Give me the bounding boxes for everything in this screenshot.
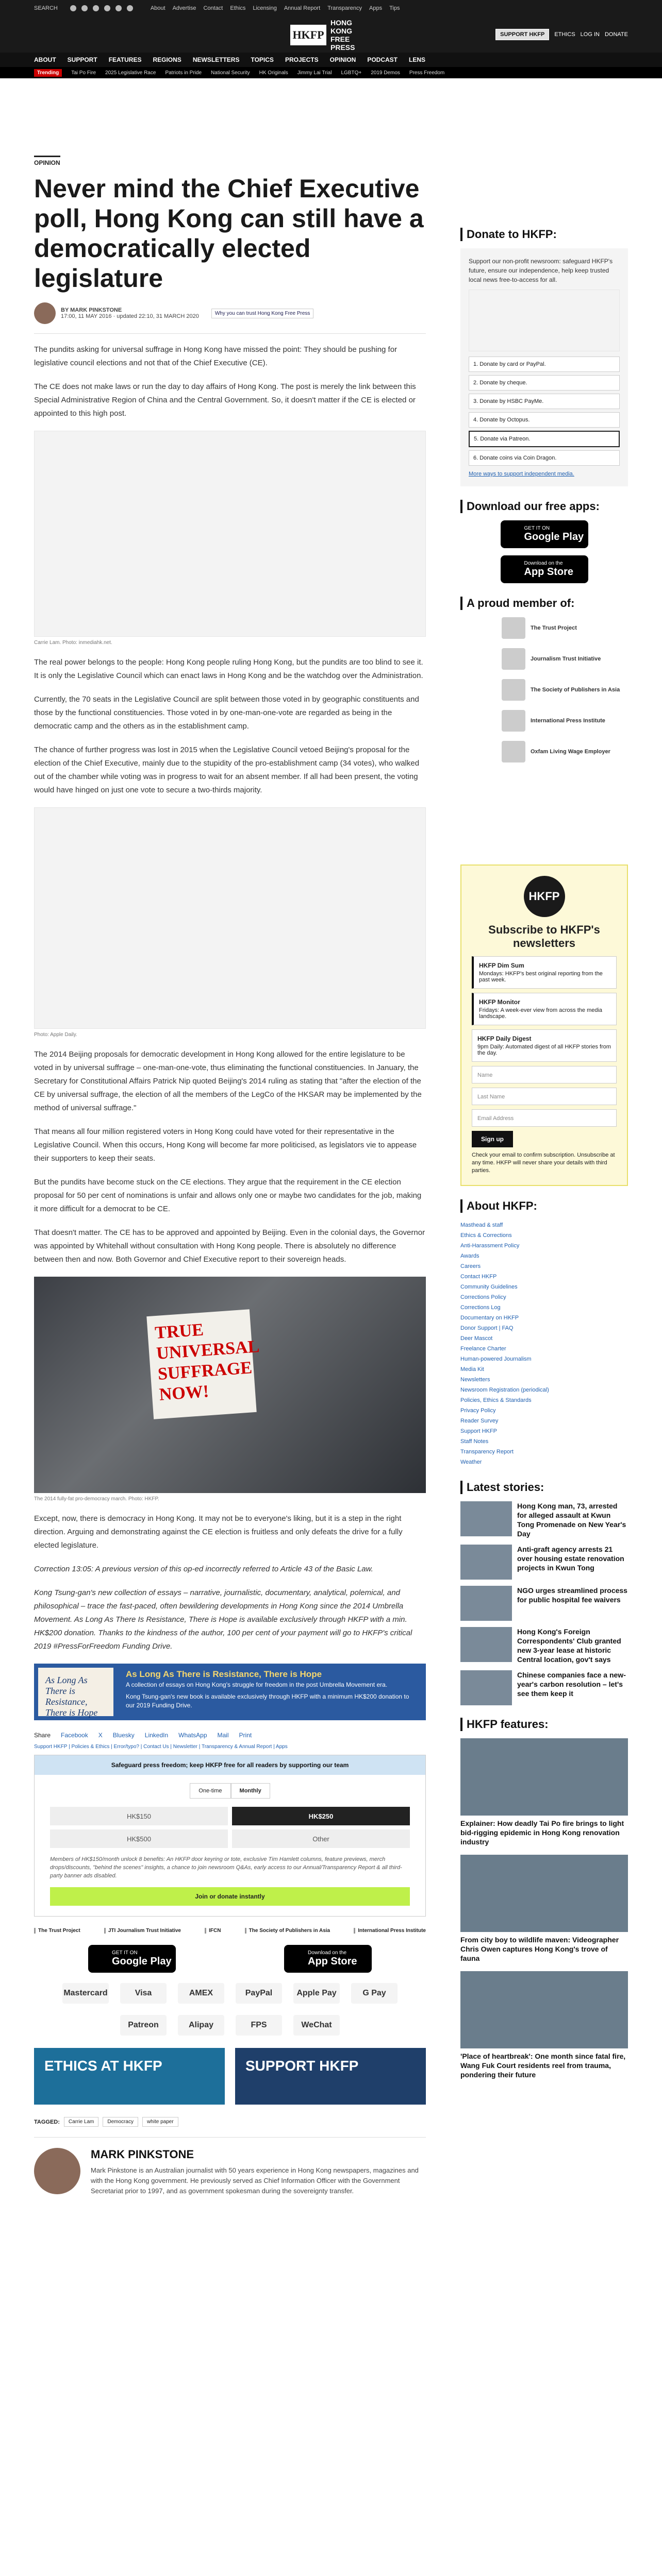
story-item[interactable]: [460, 1501, 628, 1538]
join-button[interactable]: Join or donate instantly: [50, 1887, 410, 1906]
protest-sign: TRUE UNIVERSAL SUFFRAGE NOW!: [146, 1309, 256, 1419]
top-link[interactable]: Contact: [203, 5, 223, 11]
google-play-button[interactable]: [88, 1945, 176, 1973]
about-link[interactable]: Careers: [460, 1263, 481, 1269]
donate-option[interactable]: 4. Donate by Octopus.: [469, 412, 620, 428]
image-caption: Carrie Lam. Photo: inmediahk.net.: [34, 640, 112, 646]
trust-link[interactable]: Why you can trust Hong Kong Free Press: [211, 309, 314, 318]
payment-methods: [34, 1983, 426, 2036]
donate-option[interactable]: 5. Donate via Patreon.: [469, 431, 620, 447]
donate-option[interactable]: 2. Donate by cheque.: [469, 375, 620, 391]
feature-item[interactable]: [460, 1971, 628, 2079]
correction-note: Correction 13:05: A previous version of this op-ed incorrectly referred to Article 43 of the Basic Law.: [34, 1565, 373, 1573]
donate-link[interactable]: DONATE: [604, 31, 628, 38]
feature-title: From city boy to wildlife maven: Videographer Chris Owen captures Hong Kong's trove of fauna: [460, 1936, 619, 1962]
top-link[interactable]: Transparency: [327, 5, 362, 11]
paragraph: But the pundits have become stuck on the CE elections. They argue that the requirement in the CE election proposal for 50 per cent of nominations is unfair and allows only one or maybe two candidates for the job, making it more difficult for a democrat to be CE.: [34, 1178, 422, 1213]
protest-photo: [34, 1277, 426, 1493]
last-name-input[interactable]: Last Name: [472, 1088, 617, 1105]
top-link[interactable]: About: [150, 5, 166, 11]
feature-title: Explainer: How deadly Tai Po fire brings to light bid-rigging epidemic in Hong Kong renovation industry: [460, 1819, 624, 1846]
promo-description: Kong Tsung-gan's new book is available exclusively through HKFP with a minimum HK$200 donation to our 2019 Funding Drive.: [125, 1693, 409, 1709]
story-thumb: [460, 1501, 512, 1536]
about-link[interactable]: Corrections Policy: [460, 1294, 506, 1300]
trending-item[interactable]: Tai Po Fire: [71, 70, 96, 76]
facebook-icon[interactable]: [70, 5, 76, 11]
about-link[interactable]: Anti-Harassment Policy: [460, 1243, 520, 1249]
paragraph: The CE does not make laws or run the day to day affairs of Hong Kong. The post is merely the link between this Special Administrative Region of China and the Central Government. So, it doesn't matter if the CE is elected or appointed to this high post.: [34, 382, 416, 418]
wechat-icon: WeChat: [293, 2015, 340, 2036]
donate-box: [460, 248, 628, 486]
jti-logo: [502, 648, 525, 670]
about-link[interactable]: Human-powered Journalism: [460, 1356, 532, 1362]
store-caption: GET IT ON: [112, 1950, 138, 1956]
paragraph: Except, now, there is democracy in Hong Kong. It may not be to everyone's liking, but it is a step in the right direction. Arguing and demonstrating against the CE election is fruitless and only defeats the drive for a fully elected legislature.: [34, 1514, 403, 1550]
logo-mark: HKFP: [290, 25, 326, 45]
article-title: Never mind the Chief Executive poll, Hong Kong can still have a democratically elected legislature: [34, 174, 424, 293]
about-link[interactable]: Support HKFP: [460, 1428, 497, 1434]
trending-item[interactable]: Press Freedom: [409, 70, 445, 76]
latest-stories: [460, 1501, 628, 1705]
about-link[interactable]: Documentary on HKFP: [460, 1315, 519, 1321]
hkfp-badge: HKFP: [524, 876, 565, 917]
feature-image: [460, 1971, 628, 2048]
share-bar: [34, 1732, 426, 1739]
paragraph: That means all four million registered voters in Hong Kong could have voted for their representative in the Legislative Council. When this occurs, Hong Kong will become far more politicised, as legislators vie to appease their supporters to keep their seats.: [34, 1127, 417, 1163]
about-link[interactable]: Policies, Ethics & Standards: [460, 1397, 532, 1403]
feature-image: [460, 1855, 628, 1932]
book-promo-banner[interactable]: [34, 1664, 426, 1720]
about-link[interactable]: Privacy Policy: [460, 1408, 496, 1414]
side-app-buttons: [460, 520, 628, 583]
patreon-icon: Patreon: [120, 2015, 167, 2036]
about-link[interactable]: Corrections Log: [460, 1304, 501, 1311]
about-link[interactable]: Reader Survey: [460, 1418, 499, 1424]
paragraph: The chance of further progress was lost in 2015 when the Legislative Council vetoed Beijing's proposal for the election of the Chief Executive, mainly due to the stupidity of the pro-establishment camp (34 votes), who walked out of the chamber while voting was in progress to wait for an absent member. If all had been present, the voting would have hinged on just one vote to secure a two-thirds majority.: [34, 745, 420, 794]
trending-item[interactable]: 2025 Legislative Race: [105, 70, 156, 76]
about-link[interactable]: Community Guidelines: [460, 1284, 518, 1290]
tags-label: TAGGED:: [34, 2119, 60, 2125]
paypal-icon: PayPal: [236, 1983, 282, 2004]
app-store-button[interactable]: [501, 555, 588, 583]
share-facebook[interactable]: Facebook: [61, 1732, 88, 1739]
promo-title: As Long As There is Resistance, There is Hope: [125, 1669, 322, 1679]
about-link[interactable]: Newsletters: [460, 1377, 490, 1383]
story-item[interactable]: [460, 1586, 628, 1621]
donate-options: [469, 357, 620, 466]
store-name: Google Play: [112, 1956, 172, 1967]
about-link[interactable]: Awards: [460, 1253, 479, 1259]
author-name[interactable]: BY MARK PINKSTONE: [61, 307, 122, 313]
nav-item[interactable]: PODCAST: [367, 56, 398, 63]
image-caption: Photo: Apple Daily.: [34, 1032, 77, 1038]
member-list: [460, 617, 628, 762]
trending-bar: [0, 67, 662, 78]
newsletter-signup: [460, 865, 628, 1186]
about-link[interactable]: Newsroom Registration (periodical): [460, 1387, 549, 1393]
ethics-banner[interactable]: ETHICS AT HKFP: [34, 2048, 225, 2105]
support-banner[interactable]: SUPPORT HKFP: [235, 2048, 426, 2105]
app-store-buttons: [34, 1945, 426, 1973]
trending-item[interactable]: HK Originals: [259, 70, 288, 76]
store-name: Google Play: [524, 531, 584, 543]
feature-item[interactable]: [460, 1738, 628, 1846]
option-title: HKFP Monitor: [479, 998, 520, 1006]
tag[interactable]: white paper: [142, 2117, 178, 2127]
story-item[interactable]: [460, 1670, 628, 1705]
nav-item[interactable]: NEWSLETTERS: [192, 56, 240, 63]
byline: [34, 302, 426, 324]
nav-item[interactable]: ABOUT: [34, 56, 56, 63]
email-input[interactable]: Email Address: [472, 1109, 617, 1127]
youtube-icon[interactable]: [104, 5, 110, 11]
trending-item[interactable]: Patriots in Pride: [165, 70, 202, 76]
member-heading: A proud member of:: [460, 597, 628, 610]
member-name: The Trust Project: [531, 625, 577, 631]
name-input[interactable]: Name: [472, 1066, 617, 1083]
about-link[interactable]: Masthead & staff: [460, 1222, 503, 1228]
support-button[interactable]: SUPPORT HKFP: [495, 29, 549, 40]
article-kicker[interactable]: OPINION: [34, 156, 60, 166]
trending-item[interactable]: LGBTQ+: [341, 70, 362, 76]
app-store-button[interactable]: [284, 1945, 372, 1973]
author-bio: Mark Pinkstone is an Australian journalist with 50 years experience in Hong Kong newspapers, magazines and with the Hong Kong government. He previously served as Chief Information Officer with the Government Secretariat prior to 1997, and as government spokesman during the sovereignty transfer.: [91, 2166, 419, 2195]
top-link[interactable]: Ethics: [230, 5, 246, 11]
paragraph: Currently, the 70 seats in the Legislative Council are split between those voted in by geographic constituents and those by the functional constituencies. Those voted in by one-man-one-vote are regarded as being in the democratic camp and the others as in the establishment camp.: [34, 695, 419, 731]
article-image: [34, 807, 426, 1029]
member-item[interactable]: [502, 741, 628, 762]
promo-subtitle: A collection of essays on Hong Kong's struggle for freedom in the post Umbrella Movement era.: [125, 1681, 388, 1688]
share-mail[interactable]: Mail: [217, 1732, 229, 1739]
store-caption: GET IT ON: [524, 526, 550, 531]
store-caption: Download on the: [308, 1950, 347, 1956]
trust-project-logo: [502, 617, 525, 639]
member-item[interactable]: [502, 648, 628, 670]
membership-note: Members of HK$150/month unlock 8 benefits: An HKFP door keyring or tote, exclusive Tim Hamlett columns, feature previews, merch drops/discounts, "behind the scenes" insights, a chance to join newsroom Q&As, early access to our Annual/Transparency Report & all third-party banner ads disabled.: [50, 1856, 402, 1879]
tags: [34, 2117, 426, 2127]
top-link[interactable]: Licensing: [253, 5, 277, 11]
member-item[interactable]: [502, 679, 628, 701]
donate-option[interactable]: 3. Donate by HSBC PayMe.: [469, 394, 620, 409]
member-logo: International Press Institute: [354, 1928, 426, 1934]
bluesky-icon[interactable]: [115, 5, 122, 11]
promo-banners: [34, 2048, 426, 2105]
amex-icon: AMEX: [178, 1983, 224, 2004]
book-cover: As Long As There is Resistance, There is Hope: [38, 1668, 113, 1716]
about-link[interactable]: Transparency Report: [460, 1449, 514, 1455]
about-link[interactable]: Weather: [460, 1459, 482, 1465]
newsletter-option[interactable]: [472, 956, 617, 989]
about-links: [460, 1220, 628, 1467]
amount-other[interactable]: Other: [232, 1829, 410, 1848]
newsletter-option[interactable]: [472, 1029, 617, 1062]
about-link[interactable]: Donor Support | FAQ: [460, 1325, 514, 1331]
masthead: [0, 16, 662, 53]
story-thumb: [460, 1627, 512, 1662]
newsletter-option[interactable]: [472, 993, 617, 1025]
top-link[interactable]: Tips: [389, 5, 400, 11]
support-links[interactable]: Support HKFP | Policies & Ethics | Error/typo? | Contact Us | Newsletter | Transparency & Annual Report | Apps: [34, 1744, 288, 1750]
share-bluesky[interactable]: Bluesky: [112, 1732, 135, 1739]
about-link[interactable]: Media Kit: [460, 1366, 484, 1372]
paragraph: The real power belongs to the people: Hong Kong people ruling Hong Kong, but the pundits are too blind to see it. It is only the Legislative Council which can enact laws in Hong Kong and be the watchdog over the Administration.: [34, 658, 423, 680]
fps-icon: FPS: [236, 2015, 282, 2036]
author-box: [34, 2137, 426, 2196]
x-icon[interactable]: [81, 5, 88, 11]
site-logo[interactable]: [290, 19, 372, 52]
sidebar: [460, 78, 628, 2088]
more-ways-link[interactable]: More ways to support independent media.: [469, 471, 574, 477]
amount-option[interactable]: HK$500: [50, 1829, 228, 1848]
share-linkedin[interactable]: LinkedIn: [144, 1732, 169, 1739]
about-link[interactable]: Ethics & Corrections: [460, 1232, 512, 1239]
about-link[interactable]: Staff Notes: [460, 1438, 489, 1445]
image-caption: The 2014 fully-fat pro-democracy march. Photo: HKFP.: [34, 1496, 159, 1502]
member-logo: The Trust Project: [34, 1928, 80, 1934]
share-label: Share: [34, 1732, 51, 1739]
member-logo: The Society of Publishers in Asia: [245, 1928, 330, 1934]
nav-item[interactable]: TOPICS: [251, 56, 274, 63]
option-title: HKFP Daily Digest: [477, 1035, 532, 1042]
top-link[interactable]: Annual Report: [284, 5, 321, 11]
about-link[interactable]: Contact HKFP: [460, 1274, 497, 1280]
story-thumb: [460, 1545, 512, 1580]
google-play-button[interactable]: [501, 520, 588, 548]
member-item[interactable]: [502, 710, 628, 732]
feature-image: [460, 1738, 628, 1816]
logo-text: HONG KONG FREE PRESS: [330, 19, 355, 52]
amount-option[interactable]: HK$150: [50, 1807, 228, 1825]
member-item[interactable]: [502, 617, 628, 639]
tag[interactable]: Democracy: [103, 2117, 138, 2127]
option-title: HKFP Dim Sum: [479, 962, 524, 969]
nav-item[interactable]: REGIONS: [153, 56, 181, 63]
main-nav: [0, 53, 662, 67]
donate-option[interactable]: 6. Donate coins via Coin Dragon.: [469, 450, 620, 466]
top-link[interactable]: Advertise: [172, 5, 196, 11]
tag[interactable]: Carrie Lam: [64, 2117, 98, 2127]
donate-heading: Donate to HKFP:: [460, 228, 628, 241]
book-promo-text: Kong Tsung-gan's new collection of essays – narrative, journalistic, documentary, analytical, polemical, and philosophical – trace the fast-paced, often bewildering developments in Hong Kong since the 2014 Umbrella Movement. As Long As There Is Resistance, There is Hope is available exclusively through HKFP with a min. HK$200 donation. Thanks to the kindness of the author, 100 per cent of your payment will go to HKFP's critical 2019 #PressForFreedom Funding Drive.: [34, 1588, 412, 1651]
donation-tabs: [35, 1783, 425, 1799]
paragraph: That doesn't matter. The CE has to be approved and appointed by Beijing. Even in the colonial days, the Governor was appointed by Whitehall without consultation with Hong Kong people. There is absolutely no difference between then and now. Both Governor and Chief Executive report to their sovereign heads.: [34, 1228, 425, 1264]
trending-item[interactable]: 2019 Demos: [371, 70, 400, 76]
newsletter-note: Check your email to confirm subscription. Unsubscribe at any time. HKFP will never share your details with third parties.: [472, 1152, 615, 1174]
about-link[interactable]: Deer Mascot: [460, 1335, 493, 1342]
donate-image: [469, 290, 620, 351]
option-desc: Mondays: HKFP's best original reporting from the past week.: [479, 971, 603, 983]
story-title: Hong Kong man, 73, arrested for alleged assault at Kwun Tong Promenade on New Year's Day: [517, 1502, 626, 1538]
story-title: Hong Kong's Foreign Correspondents' Club granted new 3-year lease at historic Central location, gov't says: [517, 1628, 621, 1664]
visa-icon: Visa: [120, 1983, 167, 2004]
nav-item[interactable]: OPINION: [329, 56, 356, 63]
option-desc: Fridays: A week-ever view from across the media landscape.: [479, 1007, 603, 1020]
story-item[interactable]: [460, 1627, 628, 1664]
story-thumb: [460, 1670, 512, 1705]
author-box-name[interactable]: MARK PINKSTONE: [91, 2148, 194, 2161]
donation-widget: [34, 1755, 426, 1917]
store-caption: Download on the: [524, 561, 563, 566]
nav-item[interactable]: PROJECTS: [285, 56, 319, 63]
trending-item[interactable]: National Security: [211, 70, 250, 76]
rss-icon[interactable]: [127, 5, 133, 11]
login-link[interactable]: LOG IN: [580, 31, 600, 38]
member-name: International Press Institute: [531, 718, 605, 724]
nav-item[interactable]: LENS: [408, 56, 425, 63]
story-thumb: [460, 1586, 512, 1621]
google-pay-icon: G Pay: [351, 1983, 398, 2004]
donate-text: Support our non-profit newsroom: safeguard HKFP's future, ensure our independence, help keep trusted local news free-to-access for all.: [469, 258, 613, 283]
sopa-logo: [502, 679, 525, 701]
paragraph: The pundits asking for universal suffrage in Hong Kong have missed the point: They should be pushing for legislative council elections and not that of the Chief Executive (CE).: [34, 345, 398, 367]
about-link[interactable]: Freelance Charter: [460, 1346, 506, 1352]
share-whatsapp[interactable]: WhatsApp: [178, 1732, 207, 1739]
member-logo: JTI Journalism Trust Initiative: [104, 1928, 181, 1934]
search-link[interactable]: SEARCH: [34, 5, 58, 11]
story-title: Anti-graft agency arrests 21 over housing estate renovation projects in Kwun Tong: [517, 1545, 624, 1572]
top-link[interactable]: Apps: [369, 5, 383, 11]
nav-item[interactable]: FEATURES: [108, 56, 142, 63]
author-avatar: [34, 302, 56, 324]
story-title: NGO urges streamlined process for public hospital fee waivers: [517, 1586, 627, 1604]
about-heading: About HKFP:: [460, 1199, 628, 1213]
store-name: App Store: [524, 566, 574, 578]
instagram-icon[interactable]: [93, 5, 99, 11]
latest-heading: Latest stories:: [460, 1481, 628, 1494]
member-name: Oxfam Living Wage Employer: [531, 749, 610, 755]
apple-pay-icon: Apple Pay: [293, 1983, 340, 2004]
donation-amounts: [35, 1807, 425, 1848]
story-item[interactable]: [460, 1545, 628, 1580]
store-name: App Store: [308, 1956, 357, 1967]
article-date: 17:00, 11 MAY 2016 · updated 22:10, 31 MARCH 2020: [61, 313, 199, 319]
amount-option-selected[interactable]: HK$250: [232, 1807, 410, 1825]
donation-heading: Safeguard press freedom; keep HKFP free for all readers by supporting our team: [35, 1755, 425, 1775]
feature-item[interactable]: [460, 1855, 628, 1963]
tab-monthly[interactable]: Monthly: [231, 1783, 270, 1799]
newsletter-title: Subscribe to HKFP's newsletters: [488, 923, 600, 950]
donate-option[interactable]: 1. Donate by card or PayPal.: [469, 357, 620, 372]
member-logo: IFCN: [205, 1928, 221, 1934]
member-name: The Society of Publishers in Asia: [531, 687, 620, 693]
signup-button[interactable]: Sign up: [472, 1131, 513, 1147]
mastercard-icon: Mastercard: [62, 1983, 109, 2004]
share-print[interactable]: Print: [239, 1732, 252, 1739]
option-desc: 9pm Daily: Automated digest of all HKFP stories from the day.: [477, 1044, 611, 1056]
social-icons: [70, 5, 133, 11]
author-photo: [34, 2148, 80, 2194]
article: [34, 78, 426, 2196]
ipi-logo: [502, 710, 525, 732]
nav-item[interactable]: SUPPORT: [67, 56, 97, 63]
share-x[interactable]: X: [98, 1732, 103, 1739]
oxfam-logo: [502, 741, 525, 762]
features-heading: HKFP features:: [460, 1718, 628, 1731]
alipay-icon: Alipay: [178, 2015, 224, 2036]
top-utility-bar: [0, 0, 662, 16]
member-name: Journalism Trust Initiative: [531, 656, 601, 662]
top-links: [151, 5, 400, 11]
membership-logos: [34, 1928, 426, 1934]
apps-heading: Download our free apps:: [460, 500, 628, 513]
trending-item[interactable]: Jimmy Lai Trial: [297, 70, 332, 76]
ethics-link[interactable]: ETHICS: [554, 31, 575, 38]
story-title: Chinese companies face a new-year's carbon resolution – let's see them keep it: [517, 1671, 626, 1698]
trending-label: Trending: [34, 69, 62, 77]
paragraph: The 2014 Beijing proposals for democratic development in Hong Kong allowed for the entire legislature to be voted in by universal suffrage – one-man-one-vote, thus eliminating the functional constituencies. In January, the Secretary for Constitutional Affairs Patrick Nip quoted Beijing's 2014 ruling as stating that "after the election of the CE by universal suffrage, the election of all the members of the LegCo of the HKSAR may be implemented by the method of universal suffrage.": [34, 1050, 422, 1112]
tab-one-time[interactable]: One-time: [190, 1783, 230, 1799]
feature-title: 'Place of heartbreak': One month since fatal fire, Wang Fuk Court residents reel from trauma, pondering their future: [460, 2052, 626, 2079]
article-image: [34, 431, 426, 637]
